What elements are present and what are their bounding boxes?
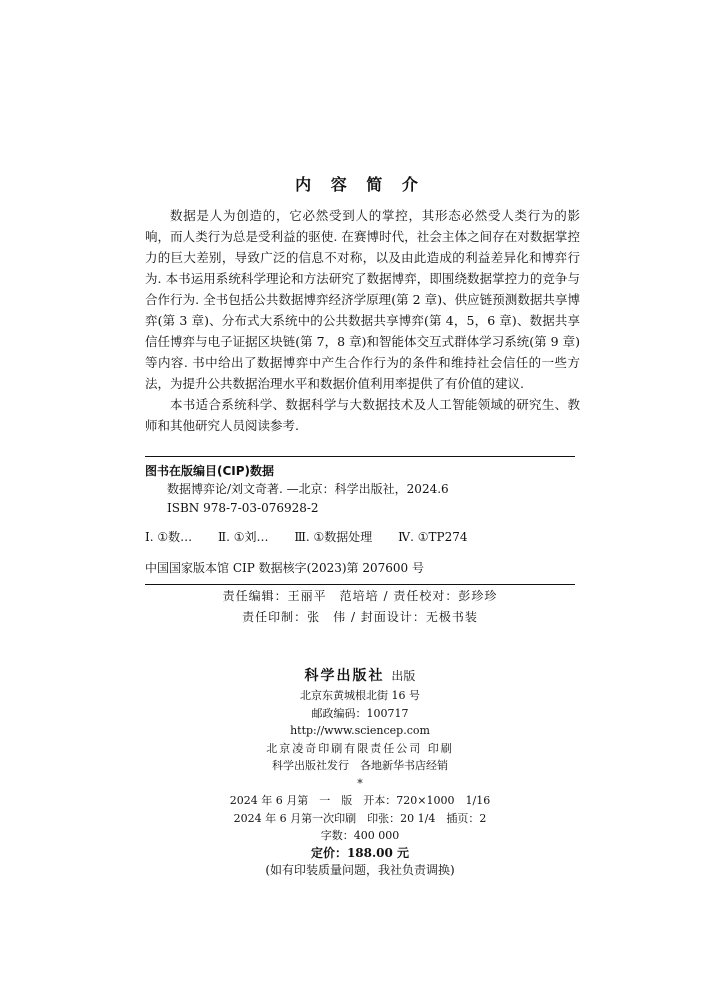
abstract-paragraph-1: 数据是人为创造的，它必然受到人的掌控，其形态必然受人类行为的影响，而人类行为总是受利益的驱使. 在赛博时代，社会主体之间存在对数据掌控力的巨大差别，导致广泛的信息不对称，以及由此造成的利益差异化和博弈行为. 本书运用系统科学理论和方法研究了数据博弈，即围绕数据掌控力的竞争与合作行为. 全书包括公共数据博弈经济学原理(第 2 章)、供应链预测数据共享博弈(第 3 章)、分布式大系统中的公共数据共享博弈(第 4，5，6 章)、数据共享信任博弈与电子证据区块链(第 7，8 章)和智能体交互式群体学习系统(第 9 章)等内容. 书中给出了数据博弈中产生合作行为的条件和维持社会信任的一些方法，为提升公共数据治理水平和数据价值利用率提供了有价值的建议. — [145, 208, 580, 391]
distributor-line: 科学出版社发行 各地新华书店经销 — [272, 759, 448, 772]
printer-line: 北京凌奇印刷有限责任公司 印刷 — [266, 741, 454, 755]
cip-block — [145, 456, 575, 585]
cip-bibliographic-line: 数据博弈论/刘文奇著. —北京：科学出版社，2024.6 — [167, 482, 449, 496]
publisher-postcode: 邮政编码：100717 — [311, 706, 409, 720]
separator-star: * — [357, 776, 363, 790]
quality-note: (如有印装质量问题，我社负责调换) — [265, 863, 455, 877]
credits-line-1: 责任编辑：王丽平 范培培 / 责任校对：彭珍珍 — [222, 589, 498, 603]
publisher-name-line — [0, 665, 720, 687]
word-count: 字数：400 000 — [320, 829, 400, 842]
publisher-address: 北京东黄城根北街 16 号 — [300, 689, 420, 702]
cip-class-2: Ⅱ. ①刘… — [217, 530, 269, 544]
abstract — [145, 205, 580, 436]
cip-class-3: Ⅲ. ①数据处理 — [294, 530, 373, 544]
cip-heading: 图书在版编目(CIP)数据 — [145, 464, 275, 478]
publisher-info — [0, 665, 720, 880]
page-title: 内 容 简 介 — [295, 175, 425, 194]
editorial-credits — [0, 586, 720, 628]
credits-line-2: 责任印制：张 伟 / 封面设计：无极书装 — [242, 610, 478, 624]
cip-isbn: ISBN 978-7-03-076928-2 — [167, 501, 319, 515]
cip-check-number: 中国国家版本馆 CIP 数据核字(2023)第 207600 号 — [145, 561, 424, 575]
price: 定价：188.00 元 — [310, 845, 410, 860]
cip-class-1: Ⅰ. ①数… — [145, 530, 193, 544]
publisher-name-suffix: 出版 — [391, 669, 416, 683]
printing-line: 2024 年 6 月第一次印刷 印张：20 1/4 插页：2 — [233, 811, 487, 825]
publisher-logo-text: 科学出版社 — [304, 668, 385, 684]
cip-class-4: Ⅳ. ①TP274 — [398, 530, 468, 544]
edition-line: 2024 年 6 月第 一 版 开本：720×1000 1/16 — [229, 794, 491, 807]
cip-classification — [145, 528, 575, 547]
publisher-url: http://www.sciencep.com — [290, 724, 430, 737]
abstract-paragraph-2: 本书适合系统科学、数据科学与大数据技术及人工智能领域的研究生、教师和其他研究人员阅读参考. — [145, 397, 580, 433]
